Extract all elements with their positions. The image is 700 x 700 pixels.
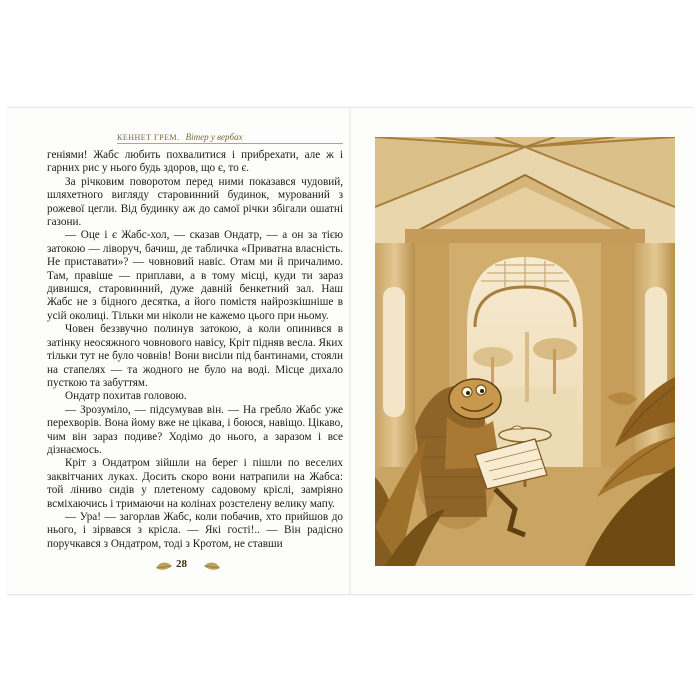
paragraph: За річковим поворотом перед ними показався чудовий, шляхетного вигляду старовинний будинок, мурований з рожевої цегли. Від будинку аж до самої річки збігали ошатні газони.: [47, 175, 343, 229]
page-folio: [153, 556, 223, 576]
paragraph: Кріт з Ондатром зійшли на берег і пішли по веселих заквітчаних луках. Досить скоро вони натрапили на Жабса: той ліниво сидів у плетеному садовому кріслі, замріяно всміхаючись і тримаючи на колінах розстелену велику мапу.: [47, 457, 343, 510]
running-head-title: Вітер у вербах: [185, 132, 243, 142]
right-page: [350, 108, 693, 594]
left-page: [7, 108, 350, 594]
book-spread: [7, 107, 693, 595]
paragraph: — Оце і є Жабс-хол, — сказав Ондатр, — а он за тією затокою — ліворуч, бачиш, де табличка «Приватна власність. Не приставати»? — човновий навіс. Отам ми й причалимо. Там, правіше — приплави, а в тому місці, куди ти зараз дивишся, старовинний, дуже давній бенкетний зал. Наш Жабс не з бідного десятка, а його помістя найрозкішніше в усій околиці. Тільки ми ніколи не кажемо цього при ньому.: [47, 229, 343, 322]
paragraph: геніями! Жабс любить похвалитися і прибрехати, але ж і гарних рис у нього будь здоров, що є, то є.: [47, 149, 343, 175]
toad-conservatory-illustration: [375, 137, 675, 566]
paragraph: Ондатр похитав головою.: [65, 390, 187, 403]
running-head: [117, 132, 243, 142]
folio-leaf-ornament-icon: [153, 556, 223, 576]
paragraph: Човен беззвучно полинув затокою, а коли опинився в затінку неосяжного човнового навісу, Кріт підняв весла. Яких тільки тут не було човнів! Вони висіли під бантинами, стояли на стапелях — та жодного не було на воді. Місце дихало пусткою та забуттям.: [47, 323, 343, 389]
paragraph: — Зрозуміло, — підсумував він. — На гребло Жабс уже перехворів. Вона йому вже не цікава, і боюся, навіщо. Цікаво, чим він зараз подиве? Ходімо до нього, а заразом і все дізнаємось.: [47, 403, 343, 456]
running-head-rule: [117, 143, 343, 144]
page-number: 28: [176, 558, 187, 570]
body-text: [47, 149, 343, 551]
paragraph: — Ура! — загорлав Жабс, коли побачив, хто прийшов до нього, і зірвався з крісла. — Які гості!.. — Він радісно поручкався з Ондатром, тоді з Кротом, не ставши: [47, 510, 343, 550]
running-head-author: КЕННЕТ ГРЕМ.: [117, 133, 180, 142]
